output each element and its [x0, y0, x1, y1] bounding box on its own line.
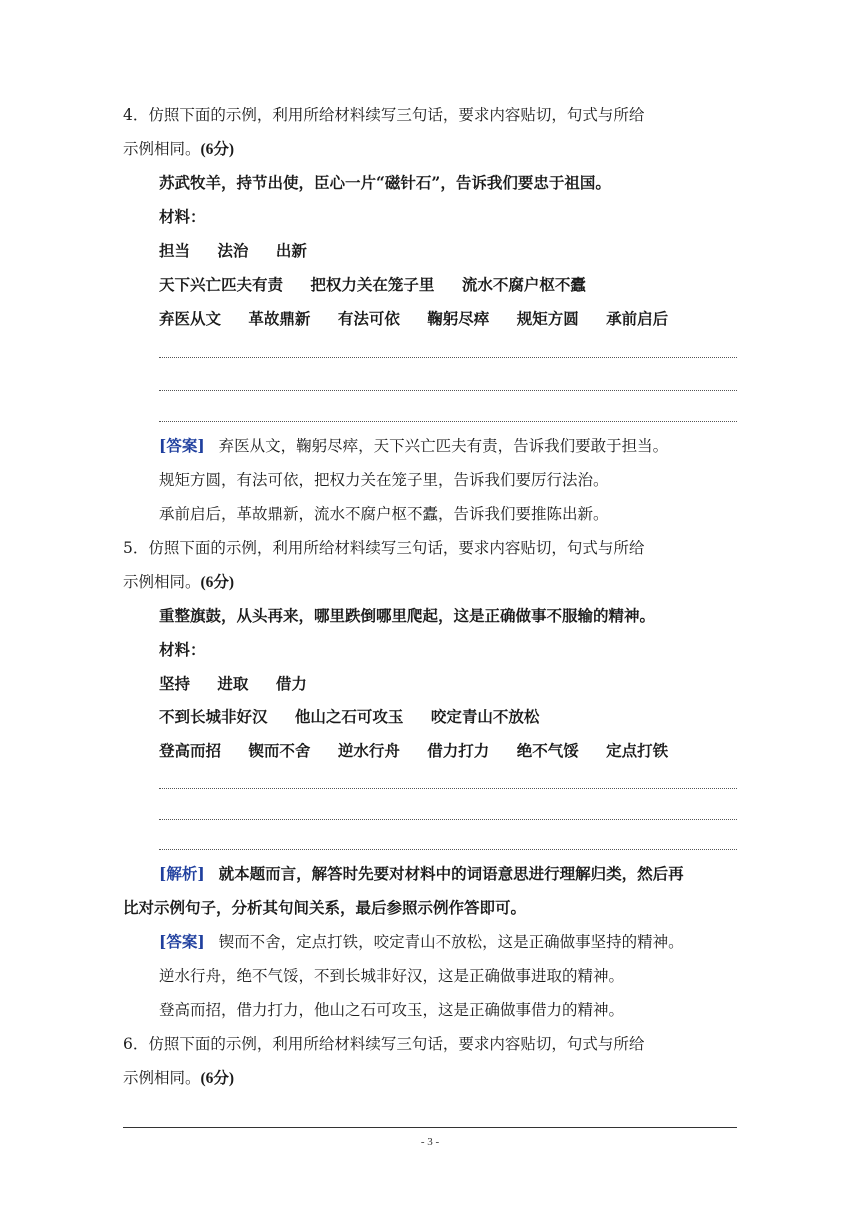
q5-answer-blank-line	[159, 788, 737, 789]
q4-material-word: 法治	[217, 241, 249, 260]
q5-materials-row1	[159, 673, 779, 695]
q6-heading-line1	[123, 1033, 743, 1055]
q5-heading-line1	[123, 537, 743, 559]
q4-material-label: 材料：	[159, 207, 206, 226]
q5-materials-row2	[159, 706, 779, 728]
q4-answer-line1	[159, 435, 779, 457]
q5-analysis-line1	[159, 863, 779, 885]
q5-material-word: 锲而不舍	[248, 741, 311, 760]
q5-answer-blank-line	[159, 819, 737, 820]
q5-material-word: 他山之石可攻玉	[294, 707, 404, 726]
q5-material-word: 借力	[275, 674, 307, 693]
q5-analysis-line2: 比对示例句子，分析其句间关系，最后参照示例作答即可。	[123, 898, 527, 917]
q4-answer-tag: [答案]	[159, 436, 205, 455]
q4-material-word: 承前启后	[606, 309, 669, 328]
footer-divider	[123, 1127, 737, 1128]
q5-material-word: 进取	[217, 674, 249, 693]
q4-answer-blank-line	[159, 390, 737, 391]
q6-heading-text-2: 示例相同。	[123, 1069, 201, 1087]
q6-heading-text: 6．仿照下面的示例，利用所给材料续写三句话，要求内容贴切，句式与所给	[123, 1035, 645, 1053]
q5-material-label: 材料：	[159, 640, 206, 659]
q5-heading-text: 5．仿照下面的示例，利用所给材料续写三句话，要求内容贴切，句式与所给	[123, 539, 645, 557]
q5-analysis-tag: [解析]	[159, 864, 205, 883]
q4-materials-row2	[159, 274, 779, 296]
q5-answer-tag: [答案]	[159, 932, 205, 951]
q4-answer-line3: 承前启后，革故鼎新，流水不腐户枢不蠹，告诉我们要推陈出新。	[159, 505, 609, 523]
q4-material-word: 出新	[275, 241, 307, 260]
q4-material-word: 弃医从文	[159, 309, 222, 328]
q4-answer-blank-line	[159, 421, 737, 422]
q4-material-word: 天下兴亡匹夫有责	[159, 275, 284, 294]
q4-answer-text: 弃医从文，鞠躬尽瘁，天下兴亡匹夫有责，告诉我们要敢于担当。	[218, 437, 669, 455]
q4-answer-line2: 规矩方圆，有法可依，把权力关在笼子里，告诉我们要厉行法治。	[159, 471, 609, 489]
q5-material-word: 不到长城非好汉	[159, 707, 268, 726]
q4-heading-text: 4．仿照下面的示例，利用所给材料续写三句话，要求内容贴切，句式与所给	[123, 106, 645, 124]
q4-material-word: 鞠躬尽瘁	[427, 309, 490, 328]
q6-score: (6分)	[200, 1070, 235, 1087]
q4-materials-row3	[159, 308, 779, 330]
q5-material-word: 逆水行舟	[337, 741, 400, 760]
q6-heading-line2	[123, 1067, 743, 1089]
q5-answer-line3: 登高而招，借力打力，他山之石可攻玉，这是正确做事借力的精神。	[159, 1001, 625, 1019]
q5-answer-text: 锲而不舍，定点打铁，咬定青山不放松，这是正确做事坚持的精神。	[218, 933, 684, 951]
q4-score: (6分)	[200, 141, 235, 158]
q4-material-word: 把权力关在笼子里	[310, 275, 435, 294]
q5-heading-line2	[123, 571, 743, 593]
q5-answer-line2: 逆水行舟，绝不气馁，不到长城非好汉，这是正确做事进取的精神。	[159, 967, 625, 985]
q5-material-word: 定点打铁	[606, 741, 669, 760]
q5-materials-row3	[159, 740, 779, 762]
q4-heading-text-2: 示例相同。	[123, 140, 201, 158]
q5-example: 重整旗鼓，从头再来，哪里跌倒哪里爬起，这是正确做事不服输的精神。	[159, 606, 656, 625]
page-number: - 3 -	[420, 1136, 440, 1148]
q4-example: 苏武牧羊，持节出使，臣心一片“磁针石”，告诉我们要忠于祖国。	[159, 173, 611, 192]
q5-analysis-text: 就本题而言，解答时先要对材料中的词语意思进行理解归类，然后再	[218, 864, 684, 883]
q5-answer-line1	[159, 931, 779, 953]
q4-heading-line2	[123, 138, 743, 160]
q4-answer-blank-line	[159, 357, 737, 358]
q5-material-word: 登高而招	[159, 741, 222, 760]
q5-answer-blank-line	[159, 849, 737, 850]
q4-material-word: 有法可依	[337, 309, 400, 328]
q5-material-word: 绝不气馁	[516, 741, 579, 760]
q5-heading-text-2: 示例相同。	[123, 573, 201, 591]
q4-material-word: 革故鼎新	[248, 309, 311, 328]
q4-heading-line1	[123, 104, 743, 126]
q4-material-word: 规矩方圆	[516, 309, 579, 328]
q5-material-word: 坚持	[159, 674, 191, 693]
q4-material-word: 担当	[159, 241, 191, 260]
q5-score: (6分)	[200, 574, 235, 591]
q4-materials-row1	[159, 240, 779, 262]
q4-material-word: 流水不腐户枢不蠹	[461, 275, 586, 294]
q5-material-word: 咬定青山不放松	[430, 707, 540, 726]
q5-material-word: 借力打力	[427, 741, 490, 760]
